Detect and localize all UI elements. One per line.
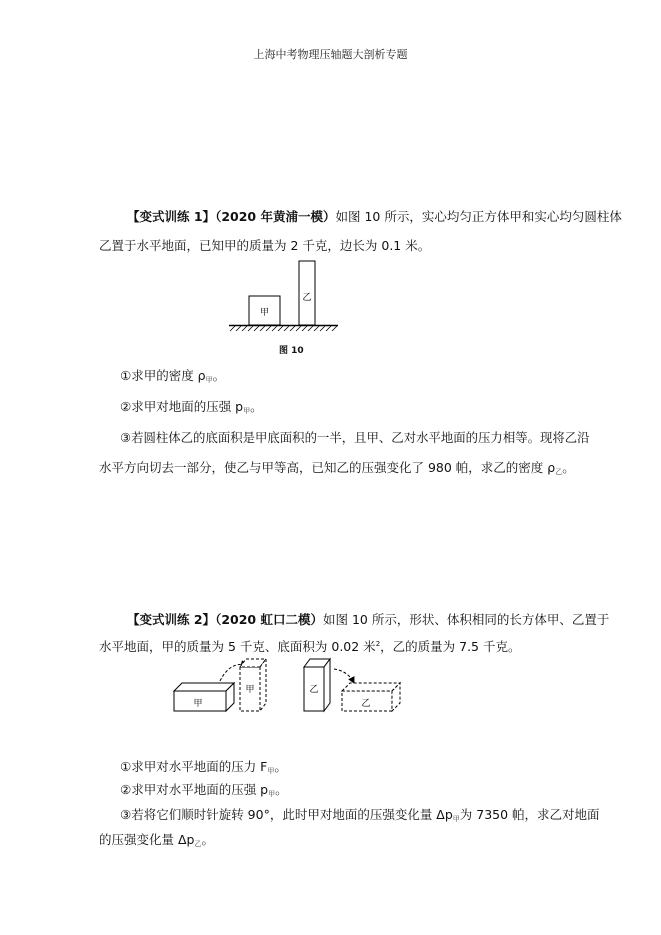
problem1-q3-line1: ③若圆柱体乙的底面积是甲底面积的一半，且甲、乙对水平地面的压力相等。现将乙沿: [120, 430, 590, 445]
cylinder-yi-label: 乙: [302, 293, 312, 303]
problem2-tag: 【变式训练 2】: [127, 612, 216, 627]
problem2-q3-line2-b: 。: [201, 832, 214, 847]
problem2-line1: [127, 606, 609, 633]
problem1-q3-line2: [99, 454, 575, 486]
problem2-q1-text: ①求甲对水平地面的压力 F: [120, 759, 268, 774]
problem2-q1-sub: 甲: [267, 767, 275, 775]
problem2-source: （2020 虹口二模）: [215, 612, 323, 627]
page-header: 上海中考物理压轴题大剖析专题: [253, 48, 408, 61]
cube-jia-label: 甲: [259, 308, 270, 318]
problem1-q1: [120, 362, 225, 394]
problem2-line1-text: 如图 10 所示，形状、体积相同的长方体甲、乙置于: [322, 612, 610, 627]
block-yi-standing-label: 乙: [309, 685, 319, 695]
problem2-q3-line1-sub: 甲: [452, 815, 460, 823]
problem2-line2-sup: 2: [375, 640, 381, 648]
problem1-q2-text: ②求甲对地面的压强 p: [120, 399, 244, 414]
block-jia-standing-label: 甲: [245, 685, 255, 695]
ground-hatch: [230, 326, 337, 331]
problem1-figure-caption: 图 10: [279, 346, 304, 356]
problem1-q2-sub: 甲: [243, 407, 251, 415]
problem2-q2-sub: 甲: [268, 790, 276, 798]
problem2-q1-end: 。: [274, 759, 287, 774]
problem1-tag: 【变式训练 1】: [127, 209, 216, 224]
block-yi-lying: [342, 683, 400, 711]
problem2-q2-end: 。: [275, 782, 288, 797]
problem2-q3-line1-a: ③若将它们顺时针旋转 90°，此时甲对地面的压强变化量 Δp: [120, 807, 453, 822]
block-yi-lying-label: 乙: [361, 699, 371, 709]
block-jia-lying: [174, 683, 234, 711]
rotate-arrow-yi: [334, 669, 354, 683]
problem1-line1: [127, 203, 622, 230]
problem2-q3-line2: [99, 826, 214, 858]
problem1-q2-end: 。: [250, 399, 263, 414]
problem2-line2-a: 水平地面，甲的质量为 5 千克、底面积为 0.02 米: [99, 639, 376, 654]
problem1-q2: [120, 393, 263, 425]
problem1-q3-line2-end: 。: [562, 460, 575, 475]
problem1-q1-end: 。: [212, 368, 226, 383]
problem1-source: （2020 年黄浦一模）: [215, 209, 336, 224]
problem1-line2: 乙置于水平地面，已知甲的质量为 2 千克，边长为 0.1 米。: [99, 238, 431, 253]
problem2-figure: [170, 645, 410, 717]
problem2-q3-line2-a: 的压强变化量 Δp: [99, 832, 195, 847]
problem2-line2-b: ，乙的质量为 7.5 千克。: [380, 639, 521, 654]
problem1-q1-text: ①求甲的密度 ρ: [120, 368, 206, 383]
problem2-q2-text: ②求甲对水平地面的压强 p: [120, 782, 269, 797]
problem1-q3-line2-text: 水平方向切去一部分，使乙与甲等高，已知乙的压强变化了 980 帕，求乙的密度 ρ: [99, 460, 556, 475]
problem1-figure: [226, 256, 346, 334]
problem1-q3-line2-sub: 乙: [555, 468, 563, 476]
block-jia-lying-label: 甲: [193, 699, 203, 709]
problem1-q1-sub: 甲: [205, 376, 213, 384]
problem1-line1-text: 如图 10 所示，实心均匀正方体甲和实心均匀圆柱体: [335, 209, 622, 224]
problem2-q3-line2-sub: 乙: [194, 840, 202, 848]
problem2-q3-line1-b: 为 7350 帕，求乙对地面: [459, 807, 600, 822]
